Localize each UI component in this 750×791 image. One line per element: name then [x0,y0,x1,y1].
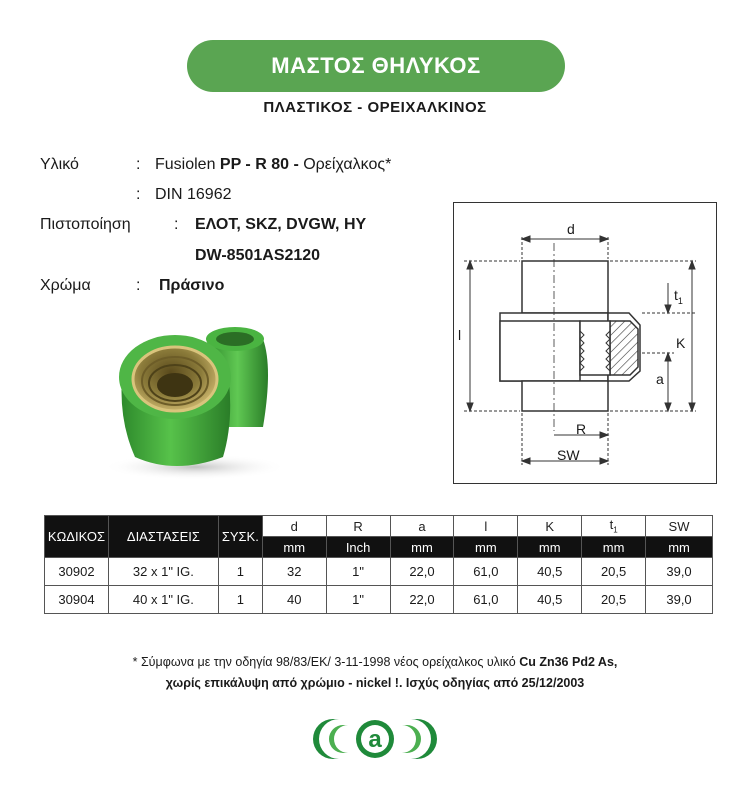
footnote-line-2: χωρίς επικάλυψη από χρώμιο - nickel !. Ισχύς οδηγίας από 25/12/2003 [165,676,585,690]
unit-SW: mm [646,537,713,558]
spec-color-label: Χρώμα [40,277,91,294]
spec-material-value [155,156,391,174]
col-header-code: ΚΩΔΙΚΟΣ [45,516,109,558]
cell-K: 40,5 [518,586,582,614]
table-row [45,558,713,586]
col-header-pack: ΣΥΣΚ. [218,516,262,558]
dim-label-t: t [674,287,678,303]
table-row [45,586,713,614]
unit-R: Inch [326,537,390,558]
brand-logo-icon [313,715,437,763]
spec-material-value-a: Fusiolen [155,156,220,173]
col-header-R: R [326,516,390,537]
spec-cert-value: ΕΛΟΤ, SKZ, DVGW, HY [195,216,367,233]
cell-pack: 1 [218,586,262,614]
spec-table [44,515,713,614]
unit-l: mm [454,537,518,558]
dim-label-d: d [567,221,575,237]
dim-label-l: l [458,327,462,343]
cell-SW: 39,0 [646,586,713,614]
cell-SW: 39,0 [646,558,713,586]
col-header-d: d [262,516,326,537]
cell-d: 40 [262,586,326,614]
technical-drawing [453,202,717,484]
dim-label-t-sub: 1 [677,295,683,306]
unit-d: mm [262,537,326,558]
cell-dimensions: 40 x 1" IG. [108,586,218,614]
spec-material-value-c: Ορείχαλκος* [303,156,392,173]
cell-R: 1" [326,586,390,614]
spec-material-value-b: PP - R 80 - [219,156,304,173]
product-photo-icon [95,317,290,482]
unit-t1: mm [582,537,646,558]
col-header-a: a [390,516,454,537]
col-header-t: t [609,517,614,533]
spec-colon: : [136,156,141,173]
cell-d: 32 [262,558,326,586]
col-header-l: l [454,516,518,537]
col-header-SW: SW [646,516,713,537]
cell-a: 22,0 [390,586,454,614]
spec-material-label: Υλικό [40,156,79,173]
dim-label-a: a [656,371,664,387]
cell-R: 1" [326,558,390,586]
spec-colon: : [174,216,179,233]
col-header-K: K [518,516,582,537]
unit-K: mm [518,537,582,558]
cell-dimensions: 32 x 1" IG. [108,558,218,586]
dim-label-t1 [674,287,683,306]
footnote-line-1-b: Cu Zn36 Pd2 As, [519,655,618,669]
cell-t1: 20,5 [582,558,646,586]
dim-label-K: K [676,335,686,351]
cell-K: 40,5 [518,558,582,586]
logo-letter: a [368,726,382,753]
spec-colon: : [136,277,141,294]
cell-pack: 1 [218,558,262,586]
cell-code: 30904 [45,586,109,614]
cell-l: 61,0 [454,586,518,614]
page-title: ΜΑΣΤΟΣ ΘΗΛΥΚΟΣ [187,40,565,92]
spec-colon: : [136,186,141,203]
spec-cert-value-2: DW-8501AS2120 [195,247,321,264]
dim-label-SW: SW [557,447,580,463]
spec-color-value: Πράσινο [159,277,225,294]
col-header-t-sub: 1 [613,525,618,535]
unit-a: mm [390,537,454,558]
page-subtitle: ΠΛΑΣΤΙΚΟΣ - ΟΡΕΙΧΑΛΚΙΝΟΣ [263,99,487,116]
footnote-line-1-a: * Σύμφωνα με την οδηγία 98/83/ΕΚ/ 3-11-1998 νέος ορείχαλκος υλικό [132,655,520,669]
footnote-line-1 [0,652,750,672]
dim-label-R: R [576,421,587,437]
cell-t1: 20,5 [582,586,646,614]
spec-cert-label: Πιστοποίηση [40,216,131,233]
cell-code: 30902 [45,558,109,586]
cell-l: 61,0 [454,558,518,586]
col-header-t1 [582,516,646,537]
col-header-dimensions: ΔΙΑΣΤΑΣΕΙΣ [108,516,218,558]
cell-a: 22,0 [390,558,454,586]
spec-standard-value: DIN 16962 [155,186,232,203]
